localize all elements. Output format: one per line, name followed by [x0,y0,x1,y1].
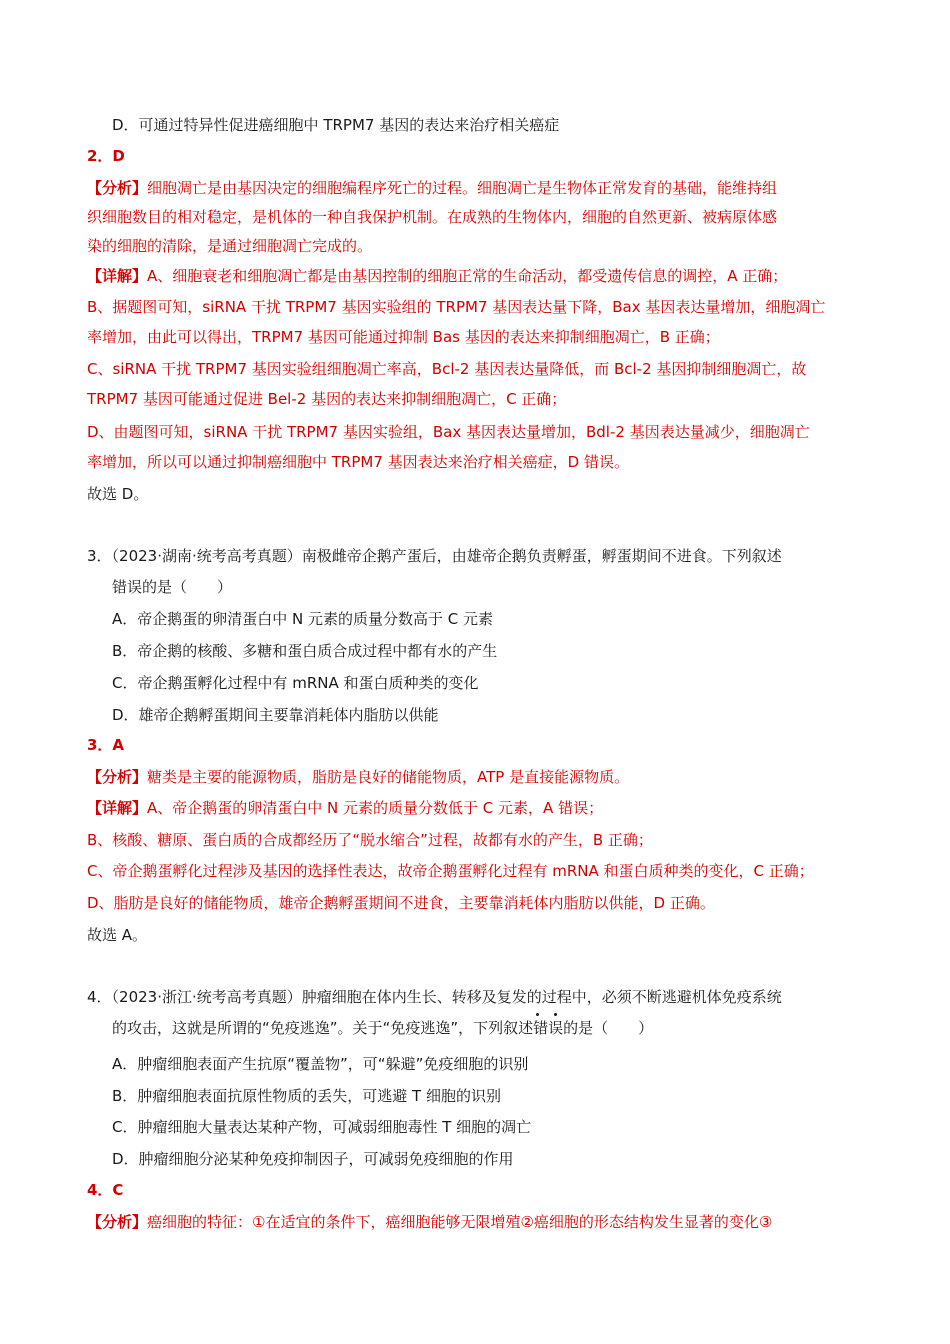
q3-option-c: C．帝企鹅蛋孵化过程中有 mRNA 和蛋白质种类的变化 [112,674,479,692]
detail-tag: 【详解】 [87,267,148,285]
q3-detail-line-2: B、核酸、糖原、蛋白质的合成都经历了“脱水缩合”过程，故都有水的产生，B 正确； [87,831,653,849]
emphasis-char: 错 [533,1019,549,1037]
q3-conclusion: 故选 A。 [87,926,148,944]
q3-option-a: A．帝企鹅蛋的卵清蛋白中 N 元素的质量分数高于 C 元素 [112,610,494,628]
detail-tag: 【详解】 [87,799,148,817]
q2-detail-line-4: C、siRNA 干扰 TRPM7 基因实验组细胞凋亡率高，Bcl-2 基因表达量降低，而 Bcl-2 基因抑制细胞凋亡，故 [87,360,807,378]
q2-detail-line-2: B、据题图可知，siRNA 干扰 TRPM7 基因实验组的 TRPM7 基因表达量下降，Bax 基因表达量增加，细胞凋亡 [87,298,826,316]
q4-stem-line-2: 的攻击，这就是所谓的“免疫逃逸”。关于“免疫逃逸”，下列叙述错误的是（ ） [112,1019,654,1037]
q4-option-a: A．肿瘤细胞表面产生抗原“覆盖物”，可“躲避”免疫细胞的识别 [112,1055,529,1073]
q3-detail-line-1: 【详解】A、帝企鹅蛋的卵清蛋白中 N 元素的质量分数低于 C 元素，A 错误； [87,799,604,817]
q3-answer: 3．A [87,736,125,754]
q4-answer: 4．C [87,1181,124,1199]
q2-answer: 2．D [87,147,125,165]
q4-stem-line-1: 4．（2023·浙江·统考高考真题）肿瘤细胞在体内生长、转移及复发的过程中，必须不断逃避机体免疫系统 [87,988,782,1006]
q4-analysis: 【分析】癌细胞的特征：①在适宜的条件下，癌细胞能够无限增殖②癌细胞的形态结构发生显著的变化③ [87,1213,773,1231]
q3-stem-line-2: 错误的是（ ） [112,578,233,596]
q3-option-b: B．帝企鹅的核酸、多糖和蛋白质合成过程中都有水的产生 [112,642,498,660]
analysis-tag: 【分析】 [87,768,148,786]
q3-analysis: 【分析】糖类是主要的能源物质，脂肪是良好的储能物质，ATP 是直接能源物质。 [87,768,630,786]
q4-option-c: C．肿瘤细胞大量表达某种产物，可减弱细胞毒性 T 细胞的凋亡 [112,1118,532,1136]
q4-option-d: D．肿瘤细胞分泌某种免疫抑制因子，可减弱免疫细胞的作用 [112,1150,514,1168]
q3-detail-line-4: D、脂肪是良好的储能物质，雄帝企鹅孵蛋期间不进食，主要靠消耗体内脂肪以供能，D 正确。 [87,894,715,912]
q2-conclusion: 故选 D。 [87,485,149,503]
q2-detail-line-5: TRPM7 基因可能通过促进 Bel-2 基因的表达来抑制细胞凋亡，C 正确； [87,390,567,408]
q3-detail-line-3: C、帝企鹅蛋孵化过程涉及基因的选择性表达，故帝企鹅蛋孵化过程有 mRNA 和蛋白质种类的变化，C 正确； [87,862,814,880]
analysis-tag: 【分析】 [87,179,148,197]
analysis-tag: 【分析】 [87,1213,148,1231]
q2-detail-line-6: D、由题图可知，siRNA 干扰 TRPM7 基因实验组，Bax 基因表达量增加，Bdl-2 基因表达量减少，细胞凋亡 [87,423,810,441]
q3-stem-line-1: 3．（2023·湖南·统考高考真题）南极雌帝企鹅产蛋后，由雄帝企鹅负责孵蛋，孵蛋期间不进食。下列叙述 [87,547,782,565]
q2-detail-line-7: 率增加，所以可以通过抑制癌细胞中 TRPM7 基因表达来治疗相关癌症，D 错误。 [87,453,629,471]
q4-option-b: B．肿瘤细胞表面抗原性物质的丢失，可逃避 T 细胞的识别 [112,1087,501,1105]
q2-analysis-line-1: 【分析】细胞凋亡是由基因决定的细胞编程序死亡的过程。细胞凋亡是生物体正常发育的基础，能维持组 [87,179,778,197]
q2-option-d: D．可通过特异性促进癌细胞中 TRPM7 基因的表达来治疗相关癌症 [112,116,560,134]
q2-detail-line-1: 【详解】A、细胞衰老和细胞凋亡都是由基因控制的细胞正常的生命活动，都受遗传信息的调控，A 正确； [87,267,788,285]
q2-detail-line-3: 率增加，由此可以得出，TRPM7 基因可能通过抑制 Bas 基因的表达来抑制细胞凋亡，B 正确； [87,328,720,346]
q2-analysis-line-2: 织细胞数目的相对稳定，是机体的一种自我保护机制。在成熟的生物体内，细胞的自然更新、被病原体感 [87,208,778,226]
emphasis-char: 误 [548,1019,564,1037]
q3-option-d: D．雄帝企鹅孵蛋期间主要靠消耗体内脂肪以供能 [112,706,439,724]
q2-analysis-line-3: 染的细胞的清除，是通过细胞凋亡完成的。 [87,237,373,255]
